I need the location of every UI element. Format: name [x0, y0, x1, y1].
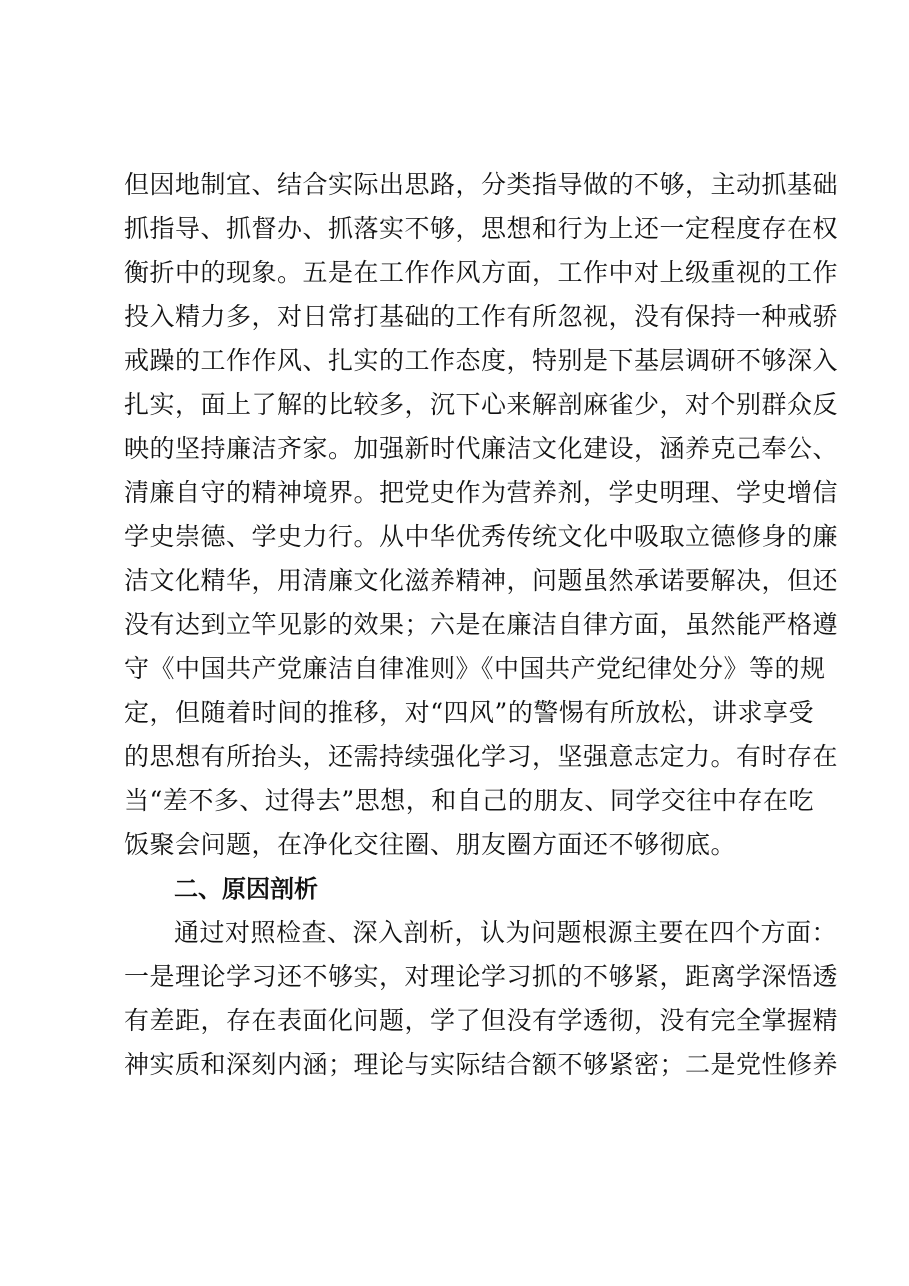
- text-line: 神实质和深刻内涵；理论与实际结合额不够紧密；二是党性修养: [124, 1050, 839, 1079]
- text-line: 有差距，存在表面化问题，学了但没有学透彻，没有完全掌握精: [124, 1006, 839, 1035]
- document-body: [124, 163, 839, 1087]
- text-line: 洁文化精华，用清廉文化滋养精神，问题虽然承诺要解决，但还: [124, 566, 839, 595]
- text-line: 但因地制宜、结合实际出思路，分类指导做的不够，主动抓基础: [124, 170, 839, 199]
- text-line: 映的坚持廉洁齐家。加强新时代廉洁文化建设，涵养克己奉公、: [124, 434, 839, 463]
- text-line: 投入精力多，对日常打基础的工作有所忽视，没有保持一种戒骄: [124, 302, 839, 331]
- text-line: 抓指导、抓督办、抓落实不够，思想和行为上还一定程度存在权: [124, 214, 839, 243]
- text-line: 饭聚会问题，在净化交往圈、朋友圈方面还不够彻底。: [124, 830, 737, 859]
- text-line: 扎实，面上了解的比较多，沉下心来解剖麻雀少，对个别群众反: [124, 390, 839, 419]
- text-line: 的思想有所抬头，还需持续强化学习，坚强意志定力。有时存在: [124, 742, 839, 771]
- text-line: 学史崇德、学史力行。从中华优秀传统文化中吸取立德修身的廉: [124, 522, 839, 551]
- text-line: 戒躁的工作作风、扎实的工作态度，特别是下基层调研不够深入: [124, 346, 839, 375]
- text-line: 衡折中的现象。五是在工作作风方面，工作中对上级重视的工作: [124, 258, 839, 287]
- text-line: 当“差不多、过得去”思想，和自己的朋友、同学交往中存在吃: [124, 786, 814, 815]
- text-line: 没有达到立竿见影的效果；六是在廉洁自律方面，虽然能严格遵: [124, 610, 839, 639]
- section-heading-cause-analysis: 二、原因剖析: [174, 875, 318, 903]
- paragraph-cause-analysis: [124, 911, 839, 1087]
- text-line: 通过对照检查、深入剖析，认为问题根源主要在四个方面：: [174, 918, 838, 947]
- text-line: 一是理论学习还不够实，对理论学习抓的不够紧，距离学深悟透: [124, 962, 839, 991]
- text-line: 定，但随着时间的推移，对“四风”的警惕有所放松，讲求享受: [124, 698, 814, 727]
- text-line: 清廉自守的精神境界。把党史作为营养剂，学史明理、学史增信: [124, 478, 839, 507]
- text-line: 守《中国共产党廉洁自律准则》《中国共产党纪律处分》等的规: [124, 654, 826, 683]
- paragraph-conduct-issues: [124, 163, 839, 867]
